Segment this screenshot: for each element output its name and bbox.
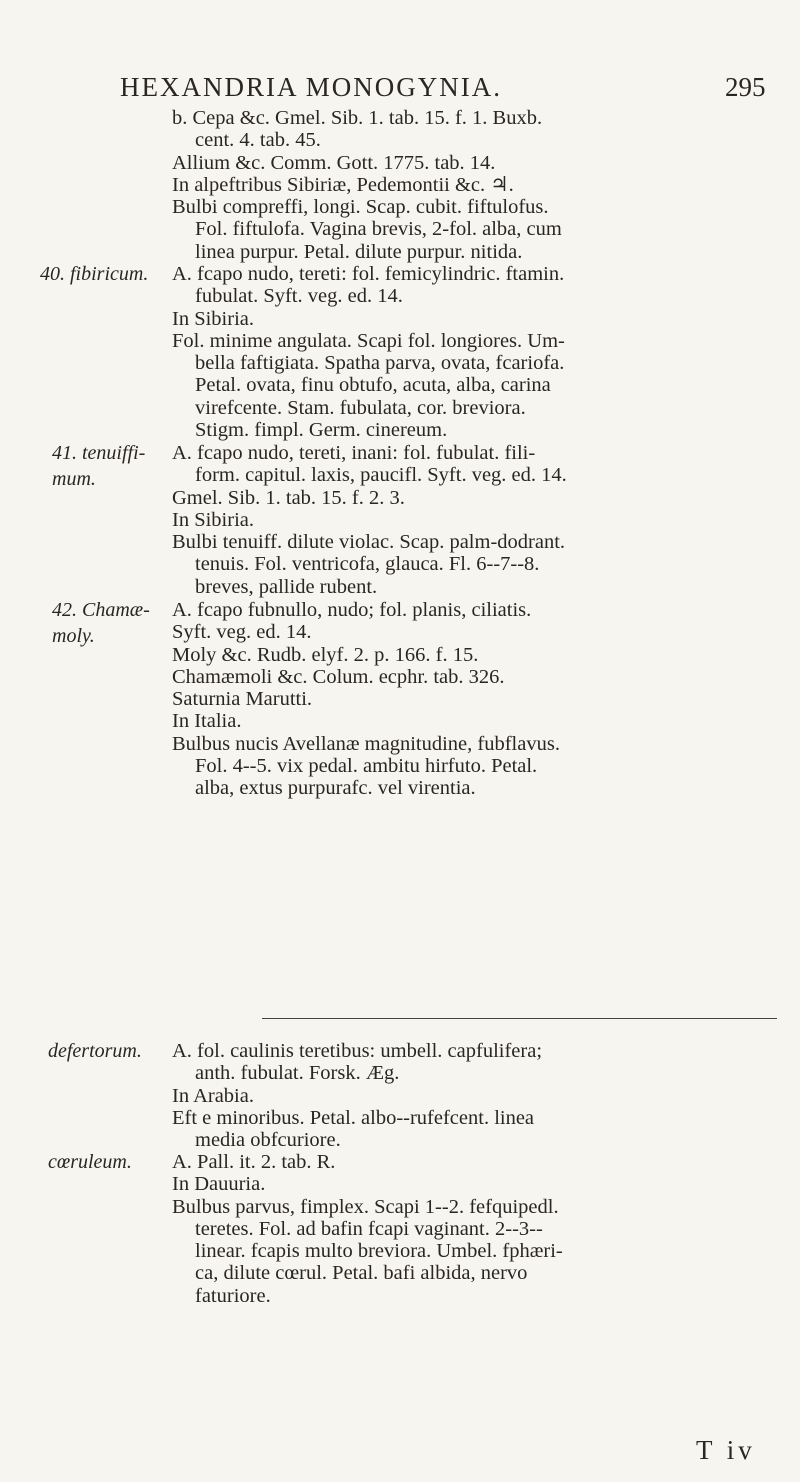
text-line: linea purpur. Petal. dilute purpur. nitida.	[195, 240, 523, 263]
text-line: Eft e minoribus. Petal. albo--rufefcent. linea	[172, 1106, 535, 1129]
text-line: Bulbi tenuiff. dilute violac. Scap. palm-dodrant.	[172, 531, 566, 554]
text-line: Fol. minime angulata. Scapi fol. longiores. Um-	[172, 329, 565, 352]
text-line: Stigm. fimpl. Germ. cinereum.	[195, 419, 448, 442]
species-label: 41. tenuiffi- mum.	[52, 442, 146, 490]
text-line: fubulat. Syft. veg. ed. 14.	[195, 285, 403, 308]
text-line: Bulbi compreffi, longi. Scap. cubit. fiftulofus.	[172, 196, 549, 219]
species-label: cœruleum.	[48, 1151, 132, 1173]
text-line: In Dauuria.	[172, 1173, 266, 1196]
text-line: breves, pallide rubent.	[195, 575, 378, 598]
text-line: linear. fcapis multo breviora. Umbel. fphæri-	[195, 1240, 563, 1263]
text-line: form. capitul. laxis, paucifl. Syft. veg. ed. 14.	[195, 464, 567, 487]
text-line: A. fcapo nudo, tereti, inani: fol. fubulat. fili-	[172, 442, 536, 464]
text-line: Saturnia Marutti.	[172, 688, 313, 711]
text-line: cent. 4. tab. 45.	[195, 129, 321, 152]
text-line: ca, dilute cœrul. Petal. bafi albida, nervo	[195, 1262, 528, 1285]
species-label: defertorum.	[48, 1040, 142, 1062]
text-line: In alpeftribus Sibiriæ, Pedemontii &c. ♃.	[172, 173, 514, 196]
text-line: Petal. ovata, finu obtufo, acuta, alba, carina	[195, 374, 551, 397]
text-line: b. Cepa &c. Gmel. Sib. 1. tab. 15. f. 1. Buxb.	[172, 107, 543, 129]
text-line: Syft. veg. ed. 14.	[172, 621, 312, 644]
text-line: tenuis. Fol. ventricofa, glauca. Fl. 6--7--8.	[195, 553, 540, 576]
text-line: In Arabia.	[172, 1084, 254, 1107]
text-line: A. fcapo fubnullo, nudo; fol. planis, ciliatis.	[172, 599, 532, 621]
text-line: Bulbus parvus, fimplex. Scapi 1--2. fefquipedl.	[172, 1195, 559, 1218]
text-line: alba, extus purpurafc. vel virentia.	[195, 777, 476, 800]
text-line: virefcente. Stam. fubulata, cor. breviora.	[195, 396, 526, 419]
page-number: 295	[725, 72, 766, 102]
text-line: In Sibiria.	[172, 307, 254, 330]
text-line: A. Pall. it. 2. tab. R.	[172, 1151, 336, 1173]
text-line: Fol. fiftulofa. Vagina brevis, 2-fol. alba, cum	[195, 218, 562, 241]
text-line: Gmel. Sib. 1. tab. 15. f. 2. 3.	[172, 486, 405, 509]
text-line: A. fol. caulinis teretibus: umbell. capfulifera;	[172, 1040, 543, 1062]
text-line: In Italia.	[172, 710, 242, 733]
species-label: 42. Chamæ- moly.	[52, 599, 150, 647]
signature-mark: T iv	[696, 1435, 756, 1465]
text-line: faturiore.	[195, 1284, 271, 1307]
header-title: HEXANDRIA MONOGYNIA.	[120, 72, 502, 102]
text-line: anth. fubulat. Forsk. Æg.	[195, 1062, 400, 1085]
species-label: 40. fibiricum.	[40, 263, 149, 285]
text-line: Moly &c. Rudb. elyf. 2. p. 166. f. 15.	[172, 643, 479, 666]
text-line: Bulbus nucis Avellanæ magnitudine, fubflavus.	[172, 732, 560, 755]
text-line: In Sibiria.	[172, 508, 254, 531]
text-line: Fol. 4--5. vix pedal. ambitu hirfuto. Petal.	[195, 755, 538, 778]
text-line: A. fcapo nudo, tereti: fol. femicylindric. ftamin.	[172, 263, 565, 285]
text-line: media obfcuriore.	[195, 1129, 341, 1152]
text-line: teretes. Fol. ad bafin fcapi vaginant. 2--3--	[195, 1217, 543, 1240]
text-line: bella faftigiata. Spatha parva, ovata, fcariofa.	[195, 352, 565, 375]
running-header	[120, 72, 766, 103]
section-divider	[262, 1018, 777, 1019]
text-line: Allium &c. Comm. Gott. 1775. tab. 14.	[172, 151, 496, 174]
text-line: Chamæmoli &c. Colum. ecphr. tab. 326.	[172, 665, 505, 688]
